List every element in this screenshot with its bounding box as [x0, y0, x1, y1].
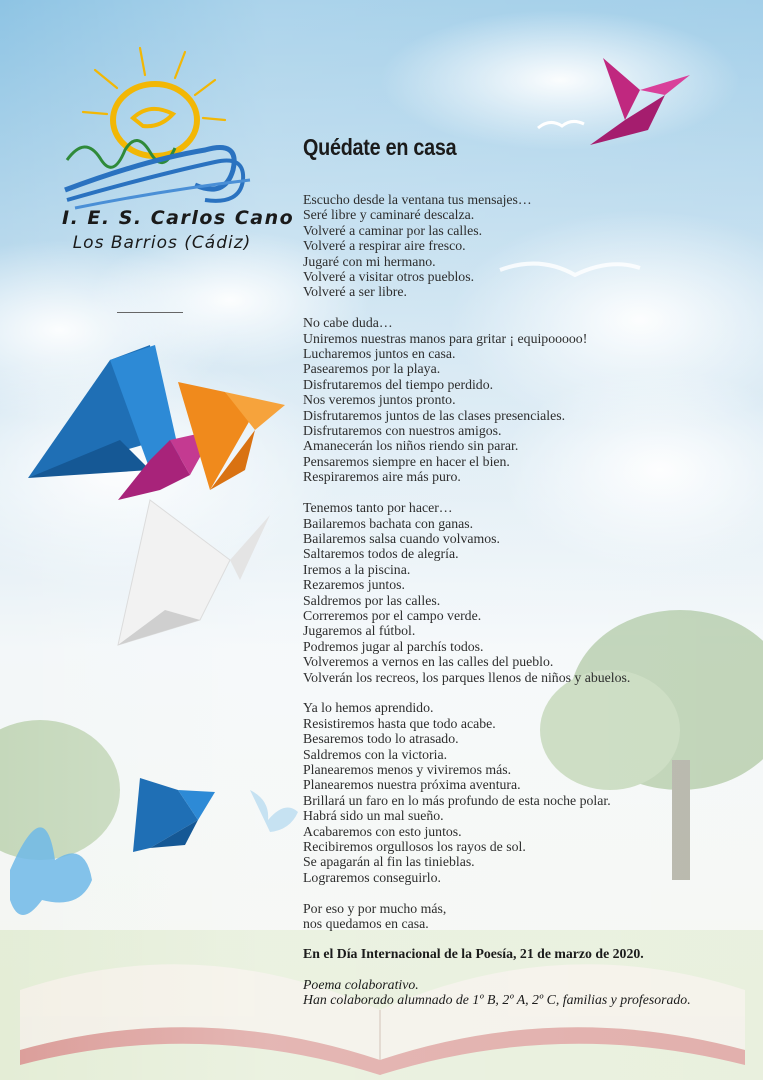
- credits: [303, 977, 691, 1008]
- poem-line: Brillará un faro en lo más profundo de esta noche polar.: [303, 792, 611, 808]
- poem-line: Podremos jugar al parchís todos.: [303, 638, 484, 654]
- poem-line: Volverán los recreos, los parques llenos de niños y abuelos.: [303, 669, 631, 685]
- poem-line: Nos veremos juntos pronto.: [303, 392, 456, 408]
- poem-line: Pasearemos por la playa.: [303, 361, 441, 377]
- origami-bird-icon: [133, 778, 215, 852]
- poem-line: Ya lo hemos aprendido.: [303, 700, 434, 716]
- poem-line: Volveré a caminar por las calles.: [303, 222, 483, 238]
- poem-line: Por eso y por mucho más,: [303, 900, 447, 916]
- poem-line: Volveré a visitar otros pueblos.: [303, 269, 475, 285]
- origami-bird-icon: [178, 382, 285, 490]
- school-location: Los Barrios (Cádiz): [72, 233, 252, 253]
- poem-line: Bailaremos salsa cuando volvamos.: [303, 530, 500, 546]
- poem-line: Jugaremos al fútbol.: [303, 623, 416, 639]
- poem-line: Recibiremos orgullosos los rayos de sol.: [303, 839, 526, 855]
- poem-line: Besaremos todo lo atrasado.: [303, 731, 459, 747]
- poem-body: [303, 192, 743, 947]
- poem-line: Disfrutaremos juntos de las clases presenciales.: [303, 407, 566, 423]
- poem-line: Pensaremos siempre en hacer el bien.: [303, 453, 510, 469]
- poem-line: Uniremos nuestras manos para gritar ¡ equipooooo!: [303, 330, 588, 346]
- poem-line: nos quedamos en casa.: [303, 916, 429, 932]
- origami-bird-icon: [118, 500, 270, 645]
- poem-line: Planearemos menos y viviremos más.: [303, 761, 512, 777]
- poem-stanza: [303, 500, 743, 685]
- credits-line: Han colaborado alumnado de 1º B, 2º A, 2º C, familias y profesorado.: [303, 992, 691, 1008]
- poem-line: Acabaremos con esto juntos.: [303, 823, 462, 839]
- origami-bird-icon: [590, 58, 690, 145]
- poem-line: Saldremos por las calles.: [303, 592, 441, 608]
- poem-line: Volveremos a vernos en las calles del pueblo.: [303, 654, 554, 670]
- poem-line: Bailaremos bachata con ganas.: [303, 515, 474, 531]
- poem-line: Saltaremos todos de alegría.: [303, 546, 459, 562]
- poem-stanza: [303, 315, 743, 484]
- poem-line: Escucho desde la ventana tus mensajes…: [303, 192, 532, 207]
- poem-line: Volveré a respirar aire fresco.: [303, 238, 466, 254]
- poem-title: Quédate en casa: [303, 134, 457, 160]
- poem-line: Disfrutaremos con nuestros amigos.: [303, 423, 502, 439]
- poem-stanza: [303, 192, 743, 300]
- poem-line: No cabe duda…: [303, 315, 393, 331]
- poem-line: Seré libre y caminaré descalza.: [303, 207, 475, 223]
- poem-line: Jugaré con mi hermano.: [303, 253, 436, 269]
- poem-line: Correremos por el campo verde.: [303, 607, 482, 623]
- poem-line: Lograremos conseguirlo.: [303, 869, 441, 885]
- poem-line: Resistiremos hasta que todo acabe.: [303, 715, 496, 731]
- school-name: I. E. S. Carlos Cano: [62, 207, 295, 229]
- poem-line: Volveré a ser libre.: [303, 284, 407, 300]
- dedication-date: En el Día Internacional de la Poesía, 21 de marzo de 2020.: [303, 946, 644, 961]
- poem-line: Disfrutaremos del tiempo perdido.: [303, 376, 494, 392]
- poem-line: Saldremos con la victoria.: [303, 746, 448, 762]
- poem-line: Amanecerán los niños riendo sin parar.: [303, 438, 519, 454]
- poem-line: Respiraremos aire más puro.: [303, 469, 461, 485]
- poem-line: Tenemos tanto por hacer…: [303, 500, 453, 516]
- poem-line: Rezaremos juntos.: [303, 577, 405, 593]
- poem-line: Habrá sido un mal sueño.: [303, 808, 444, 824]
- poem-line: Lucharemos juntos en casa.: [303, 346, 456, 362]
- poem-line: Iremos a la piscina.: [303, 561, 411, 577]
- poem-line: Planearemos nuestra próxima aventura.: [303, 777, 521, 793]
- poem-stanza: [303, 700, 743, 885]
- poem-line: Se apagarán al fin las tinieblas.: [303, 854, 475, 870]
- credits-line: Poema colaborativo.: [303, 977, 419, 992]
- poem-stanza: [303, 901, 743, 932]
